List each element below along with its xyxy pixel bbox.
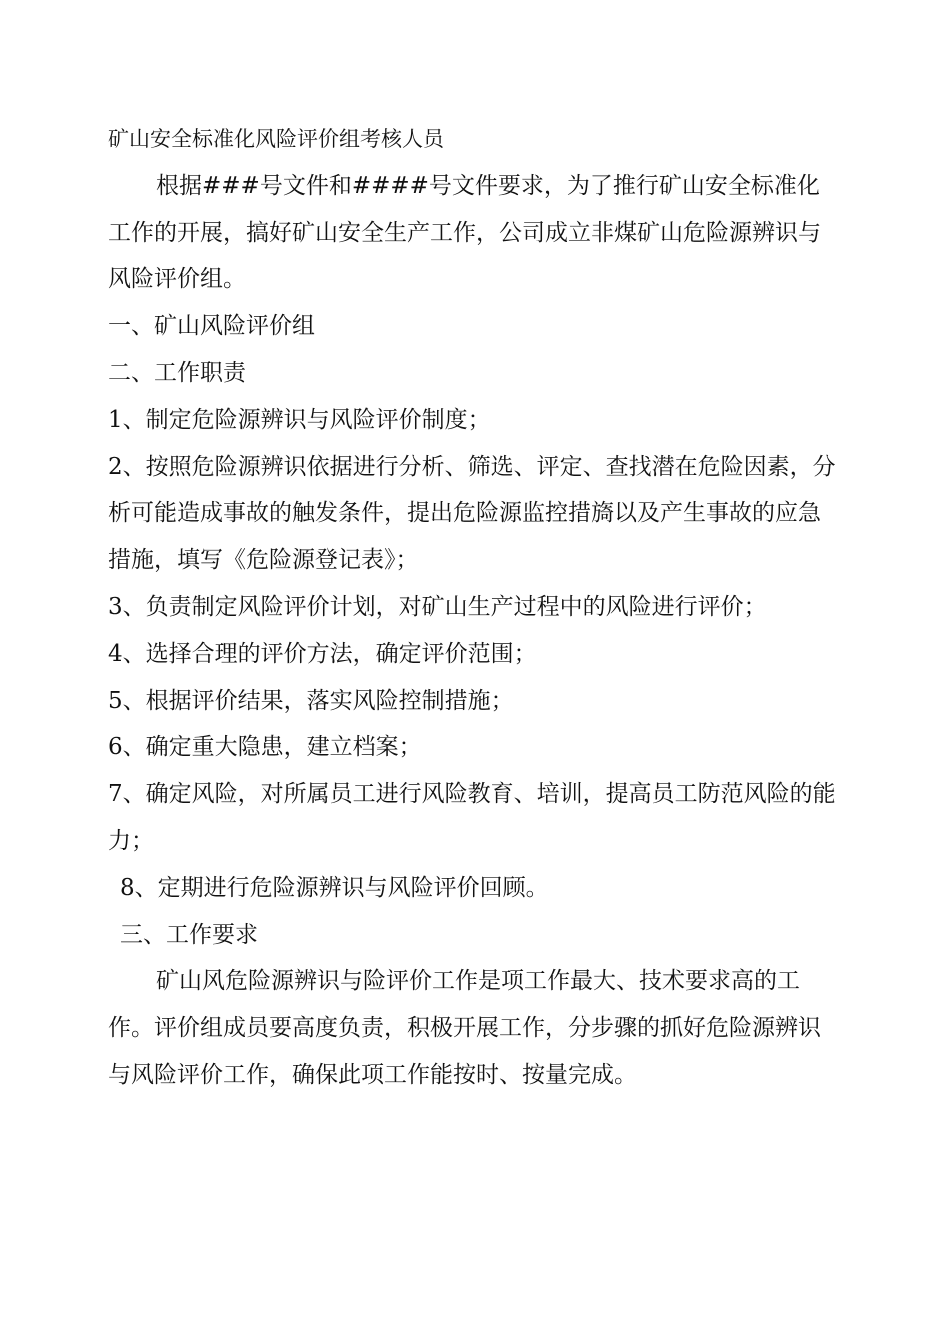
document-title: 矿山安全标准化风险评价组考核人员	[108, 127, 444, 151]
intro-paragraph: 根据###号文件和####号文件要求，为了推行矿山安全标准化工作的开展，搞好矿山安全生产工作，公司成立非煤矿山危险源辨识与风险评价组。	[108, 172, 821, 293]
duty-item-7: 7、确定风险，对所属员工进行风险教育、培训，提高员工防范风险的能力；	[108, 781, 836, 854]
duty-item-4: 4、选择合理的评价方法，确定评价范围；	[108, 640, 537, 667]
section-3-heading: 三、工作要求	[120, 921, 258, 948]
section-2-heading: 二、工作职责	[108, 359, 246, 386]
duty-item-5: 5、根据评价结果，落实风险控制措施；	[108, 687, 514, 714]
duty-item-1: 1、制定危险源辨识与风险评价制度；	[108, 406, 491, 433]
requirements-paragraph: 矿山风危险源辨识与险评价工作是项工作最大、技术要求高的工作。评价组成员要高度负责，积极开展工作，分步骤的抓好危险源辨识与风险评价工作，确保此项工作能按时、按量完成。	[108, 968, 821, 1088]
duty-item-8: 8、定期进行危险源辨识与风险评价回顾。	[120, 874, 549, 901]
duty-item-6: 6、确定重大隐患，建立档案；	[108, 734, 422, 761]
duty-item-3: 3、负责制定风险评价计划，对矿山生产过程中的风险进行评价；	[108, 593, 767, 620]
document-body	[108, 116, 836, 1099]
section-1-heading: 一、矿山风险评价组	[108, 313, 315, 340]
duty-item-2: 2、按照危险源辨识依据进行分析、筛选、评定、查找潜在危险因素，分析可能造成事故的触发条件，提出危险源监控措旖以及产生事故的应急措施，填写《危险源登记表》；	[108, 453, 836, 574]
